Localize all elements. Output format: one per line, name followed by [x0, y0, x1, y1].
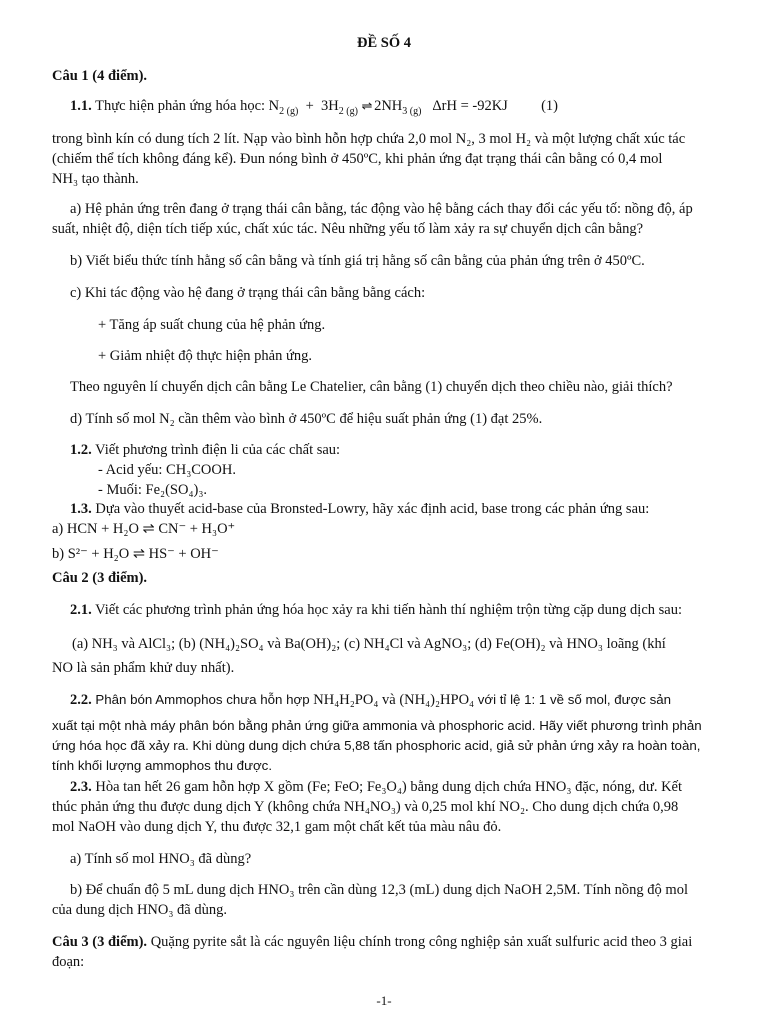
q2-2-text-b: với tỉ lệ 1: 1 về số mol, được sản: [477, 692, 672, 707]
q1-3-reaction-b: b) S²⁻ + H₂O ⇌ HS⁻ + OH⁻: [52, 546, 219, 562]
q1-d: d) Tính số mol N₂ cần thêm vào bình ở 450ºC để hiệu suất phản ứng (1) đạt 25%.: [70, 411, 543, 427]
q1-1-equation-number: (1): [541, 98, 558, 114]
q2-1-note: NO là sản phẩm khử duy nhất).: [52, 660, 235, 676]
q2-2-line-2: xuất tại một nhà máy phân bón bằng phản ứng giữa ammonia và phosphoric acid. Hãy viết phương trình phản: [52, 718, 702, 733]
q1-a-line-2: suất, nhiệt độ, diện tích tiếp xúc, chất xúc tác. Nêu những yếu tố làm xảy ra sự chuyển dịch cân bằng?: [52, 221, 644, 237]
q2-3-line-3: mol NaOH vào dung dịch Y, thu được 32,1 gam một chất kết tủa màu nâu đỏ.: [52, 819, 502, 835]
q3-line-2: đoạn:: [52, 954, 85, 970]
equilibrium-arrow-icon: ⇌: [361, 98, 371, 113]
page-title: ĐỀ SỐ 4: [357, 35, 411, 51]
q2-3-a: a) Tính số mol HNO₃ đã dùng?: [70, 851, 252, 867]
q2-2-line-1: [70, 691, 671, 709]
q1-1-text: Thực hiện phản ứng hóa học: N: [95, 98, 280, 114]
q2-3-line-1: [70, 778, 682, 796]
q1-c-item-2: + Giảm nhiệt độ thực hiện phản ứng.: [98, 348, 312, 364]
q1-1-label: 1.1.: [70, 98, 92, 114]
question-3-heading: Câu 3 (3 điểm).: [52, 934, 148, 950]
q2-3-line-2: thúc phản ứng thu được dung dịch Y (không chứa NH₄NO₃) và 0,25 mol khí NO₂. Cho dung dịch chứa 0,98: [52, 799, 679, 815]
q1-2-item-salt: - Muối: Fe₂(SO₄)₃.: [98, 482, 208, 498]
q3-text: Quặng pyrite sắt là các nguyên liệu chính trong công nghiệp sản xuất sulfuric acid theo 3 giai: [150, 934, 693, 950]
q1-2-label: 1.2.: [70, 442, 92, 458]
q2-3-b-line-2: của dung dịch HNO₃ đã dùng.: [52, 902, 227, 918]
q2-1-pairs: (a) NH₃ và AlCl₃; (b) (NH₄)₂SO₄ và Ba(OH)₂; (c) NH₄Cl và AgNO₃; (d) Fe(OH)₂ và HNO₃ loãng (khí: [72, 636, 666, 652]
q1-a-line-1: a) Hệ phản ứng trên đang ở trạng thái cân bằng, tác động vào hệ bằng cách thay đổi các yếu tố: nồng độ, áp: [70, 201, 693, 217]
q1-3-reaction-a: a) HCN + H₂O ⇌ CN⁻ + H₃O⁺: [52, 521, 236, 537]
q2-2-label: 2.2.: [70, 692, 92, 708]
q1-1-line-3: (chiếm thể tích không đáng kể). Đun nóng bình ở 450ºC, khi phản ứng đạt trạng thái cân bằng có 0,4 mol: [52, 151, 663, 167]
q2-2-formula: NH₄H₂PO₄ và (NH₄)₂HPO₄: [313, 692, 475, 708]
q2-3-text: Hòa tan hết 26 gam hỗn hợp X gồm (Fe; FeO; Fe₃O₄) bằng dung dịch chứa HNO₃ đặc, nóng, dư. Kết: [95, 779, 683, 795]
q1-2-text: Viết phương trình điện li của các chất sau:: [95, 442, 341, 458]
q1-1-product: 2NH: [374, 98, 403, 114]
q2-2-line-3: ứng hóa học đã xảy ra. Khi dùng dung dịch chứa 5,88 tấn phosphoric acid, giả sử phản ứng xảy ra hoàn toàn,: [52, 738, 701, 753]
q2-1-label: 2.1.: [70, 602, 92, 618]
question-1-heading: Câu 1 (4 điểm).: [52, 68, 148, 84]
q2-1-line: [70, 601, 682, 619]
q2-2-text-a: Phân bón Ammophos chưa hỗn hợp: [95, 692, 310, 707]
q2-3-label: 2.3.: [70, 779, 92, 795]
question-2-heading: Câu 2 (3 điểm).: [52, 570, 148, 586]
q2-1-text: Viết các phương trình phản ứng hóa học xảy ra khi tiến hành thí nghiệm trộn từng cặp dung dịch sau:: [95, 602, 682, 618]
q1-1-line-4: NH₃ tạo thành.: [52, 171, 139, 187]
q1-b: b) Viết biểu thức tính hằng số cân bằng và tính giá trị hằng số cân bằng của phản ứng trên ở 450ºC.: [70, 253, 645, 269]
q1-3-text: Dựa vào thuyết acid-base của Bronsted-Lowry, hãy xác định acid, base trong các phản ứng sau:: [95, 501, 650, 517]
q1-3-line: [70, 500, 649, 518]
q2-2-line-4: tính khối lượng ammophos thu được.: [52, 758, 273, 773]
q1-2-item-acid: - Acid yếu: CH₃COOH.: [98, 462, 236, 478]
q2-3-b-line-1: b) Để chuẩn độ 5 mL dung dịch HNO₃ trên cần dùng 12,3 (mL) dung dịch NaOH 2,5M. Tính nồng độ mol: [70, 882, 688, 898]
q1-1-equation-line: 1.1. Thực hiện phản ứng hóa học: $N_{2 (g)} + 3H_{2 (g)}$ ⇌ $2NH_{3 (g)}$ ΔrH = -92KJ (1): [70, 98, 558, 117]
q1-c-question: Theo nguyên lí chuyển dịch cân bằng Le Chatelier, cân bằng (1) chuyển dịch theo chiều nào, giải thích?: [70, 379, 673, 395]
q1-c: c) Khi tác động vào hệ đang ở trạng thái cân bằng bằng cách:: [70, 285, 426, 301]
q1-2-line: [70, 441, 340, 459]
q1-3-label: 1.3.: [70, 501, 92, 517]
q3-line-1: [52, 933, 692, 951]
q1-c-item-1: + Tăng áp suất chung của hệ phản ứng.: [98, 317, 326, 333]
q1-1-enthalpy: ΔrH = -92KJ: [432, 98, 508, 114]
page-number: -1-: [376, 993, 392, 1008]
q1-1-line-2: trong bình kín có dung tích 2 lít. Nạp vào bình hỗn hợp chứa 2,0 mol N₂, 3 mol H₂ và một lượng chất xúc tác: [52, 131, 686, 147]
